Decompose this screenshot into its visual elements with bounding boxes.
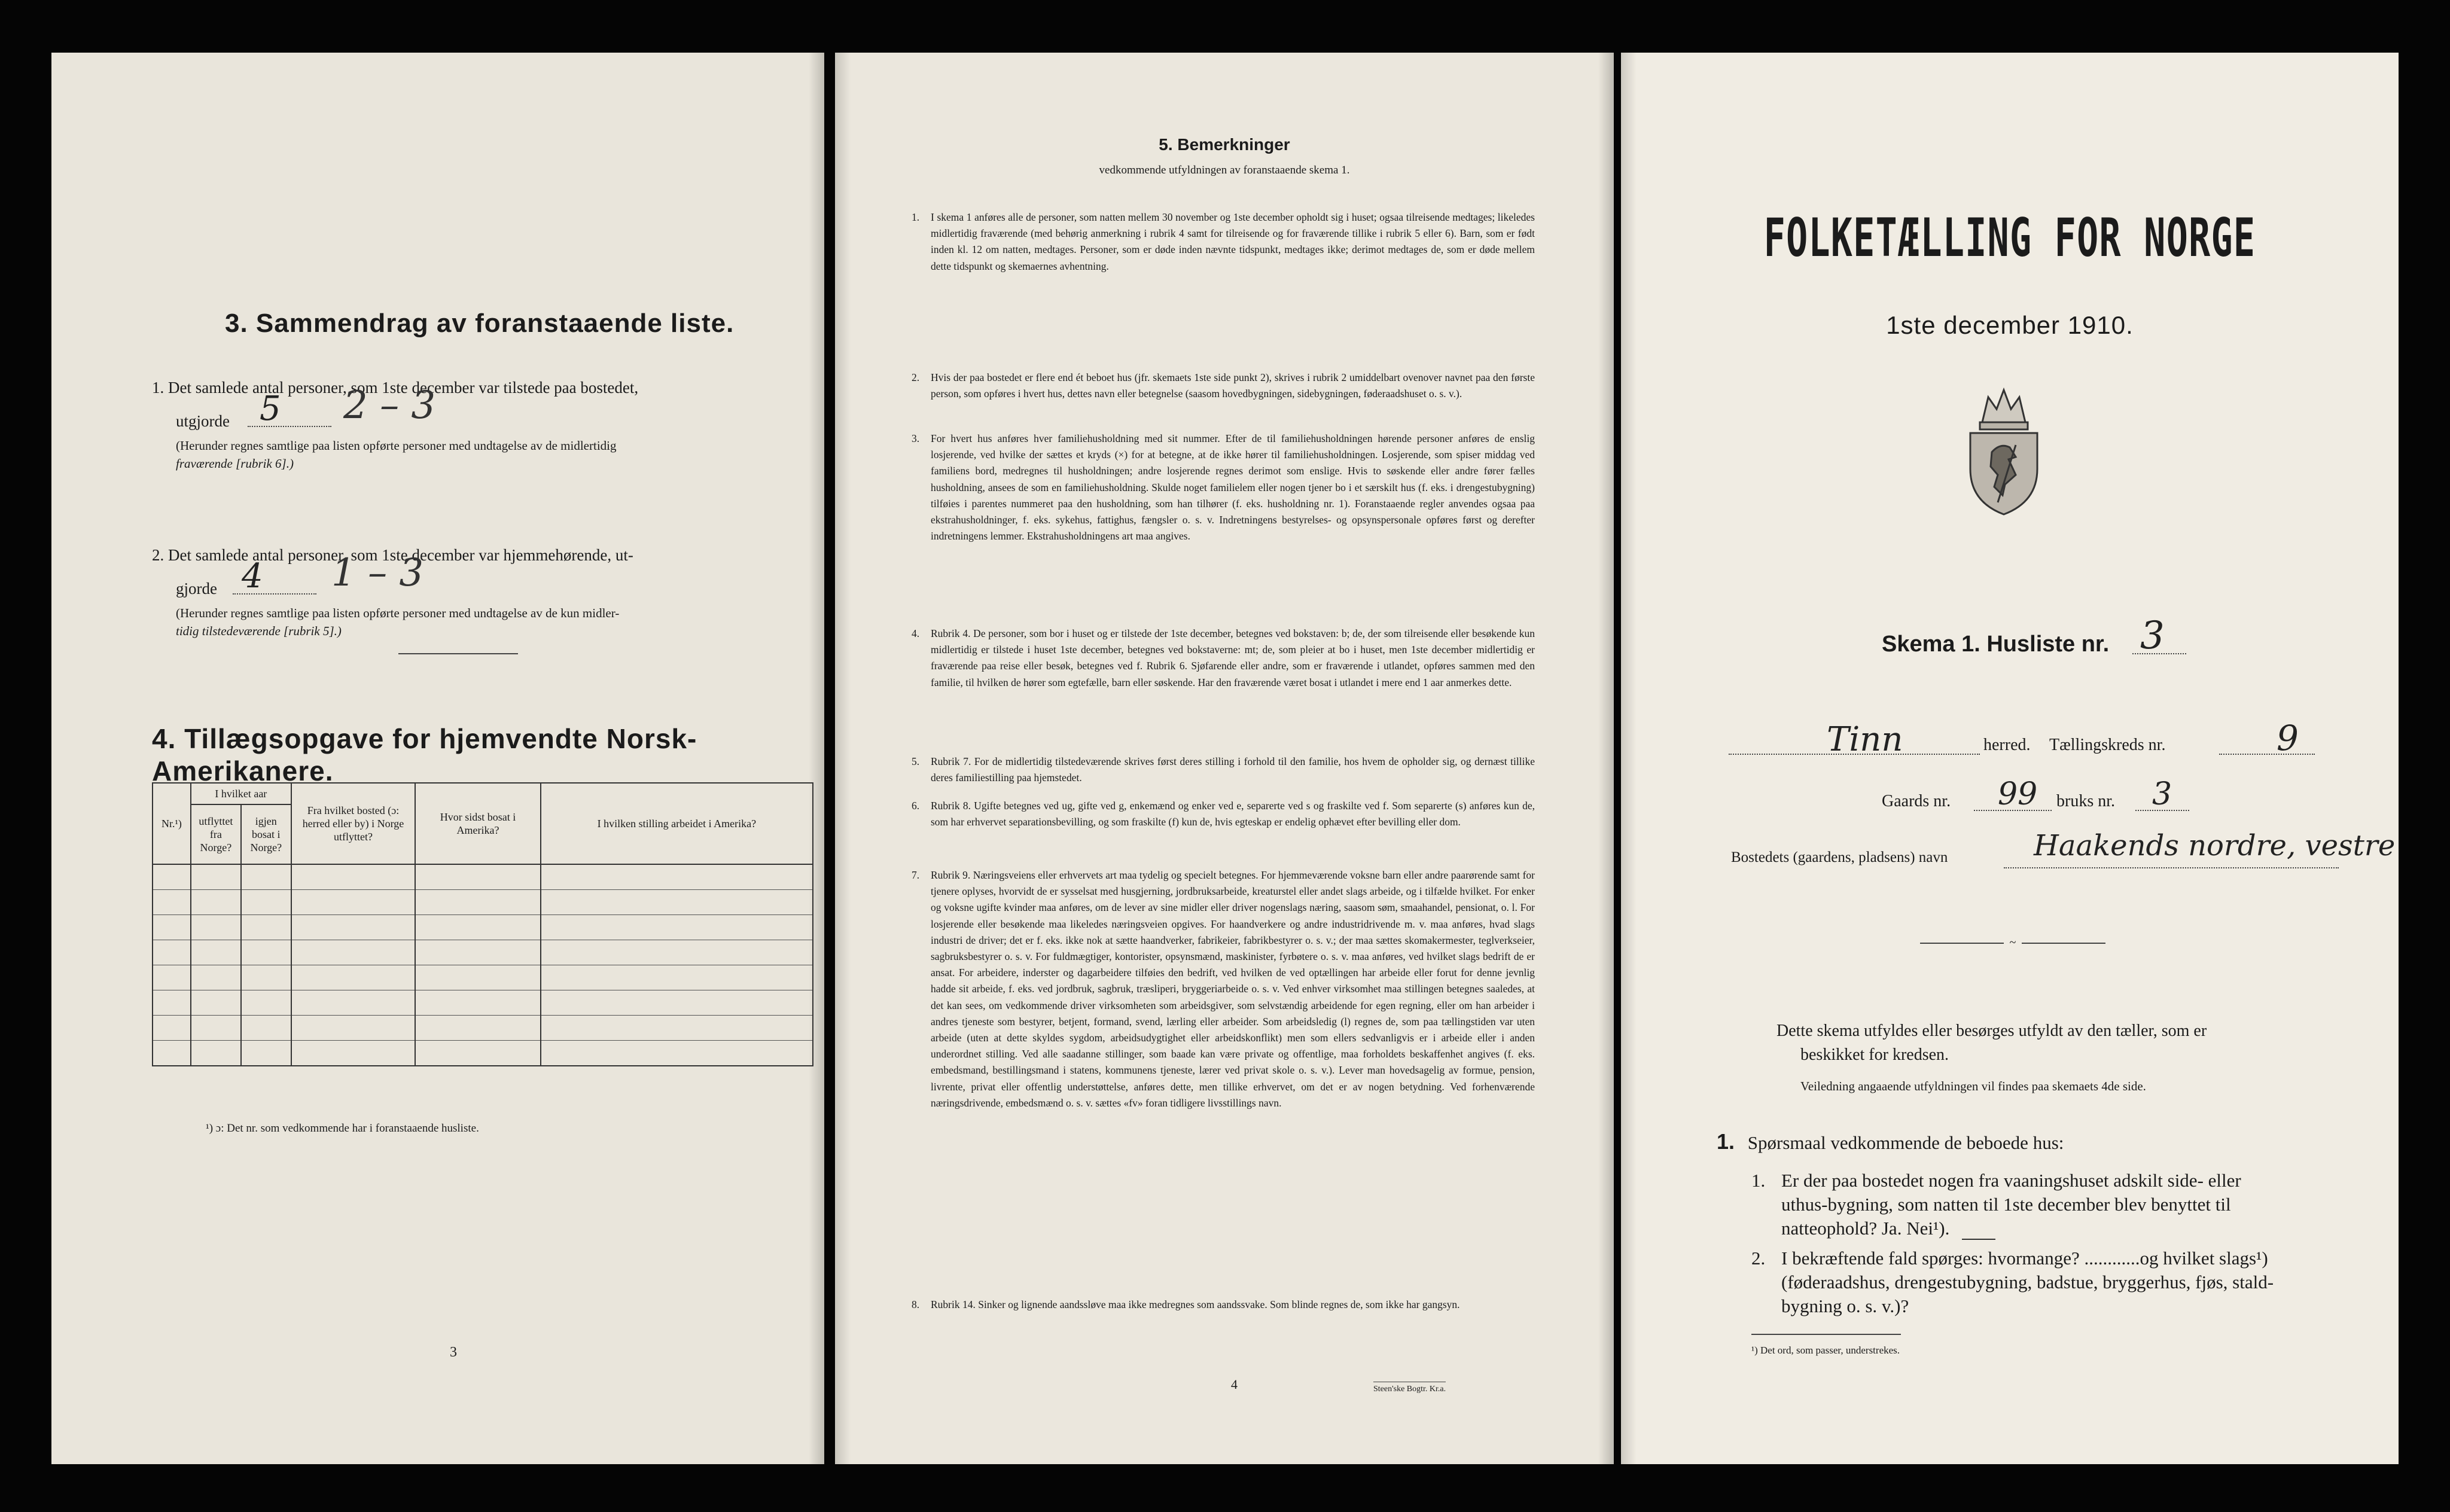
page-number: 4 bbox=[1231, 1377, 1238, 1392]
guidance-note: Veiledning angaaende utfyldningen vil findes paa skemaets 4de side. bbox=[1800, 1079, 2146, 1093]
question-2-line-1: I bekræftende fald spørges: hvormange? ............og hvilket slags¹) bbox=[1781, 1248, 2268, 1269]
nei-underline bbox=[1962, 1239, 1995, 1240]
q1-note-1: (Herunder regnes samtlige paa listen opførte personer med undtagelse av de midlertidig bbox=[176, 438, 617, 453]
ornament-icon: ~ bbox=[2004, 937, 2022, 949]
kreds-label: Tællingskreds nr. bbox=[2049, 736, 2166, 754]
norsk-amerikanere-table bbox=[152, 782, 813, 1066]
q1-handwritten-extra: 2 – 3 bbox=[343, 383, 436, 428]
page-number: 3 bbox=[450, 1345, 457, 1360]
question-2-line-2: (føderaadshus, drengestubygning, badstue, bryggerhus, fjøs, stald- bbox=[1781, 1272, 2274, 1292]
q1-prefix: utgjorde bbox=[176, 412, 230, 430]
table-row bbox=[153, 1041, 813, 1066]
page-fold-shadow bbox=[1621, 53, 1637, 1464]
herred-label: herred. bbox=[1983, 736, 2031, 754]
col-header-from-where: Fra hvilket bosted (ɔ: herred eller by) i Norge utflyttet? bbox=[291, 783, 416, 864]
remark-text: Rubrik 7. For de midlertidig tilstedeværende skrives først deres stilling i forhold til den familie, hos hvem de opholder sig, og dernæst tillike deres familiestilling paa hjemstedet. bbox=[931, 755, 1535, 784]
gaards-line bbox=[1974, 810, 2052, 811]
remarks-heading: 5. Bemerkninger bbox=[1159, 135, 1290, 154]
question-1-num: 1. bbox=[1751, 1170, 1766, 1191]
section3-q2 bbox=[152, 543, 792, 640]
questions-heading-num: 1. bbox=[1717, 1129, 1735, 1154]
bruks-value: 3 bbox=[2152, 776, 2172, 812]
bruks-line bbox=[2135, 810, 2189, 811]
remark-number: 2. bbox=[912, 371, 920, 383]
question-1-line-1: Er der paa bostedet nogen fra vaaningshuset adskilt side- eller bbox=[1781, 1170, 2241, 1191]
remark-item bbox=[912, 626, 1535, 691]
schema-label: Skema 1. Husliste nr. bbox=[1882, 632, 2110, 657]
question-1-line-3: natteophold? Ja. Nei¹). bbox=[1781, 1218, 1950, 1239]
col-header-nr: Nr.¹) bbox=[153, 783, 191, 864]
section3-q1 bbox=[152, 376, 792, 472]
left-page bbox=[51, 53, 824, 1464]
census-date: 1ste december 1910. bbox=[1886, 311, 2134, 339]
q1-text: 1. Det samlede antal personer, som 1ste december var tilstede paa bostedet, bbox=[152, 379, 639, 397]
remark-text: Rubrik 9. Næringsveiens eller erhvervets art maa tydelig og specielt betegnes. For hjemmeværende voksne barn eller andre paarørende samt for tjenere oplyses, hvorvidt de er sysselsat med husgjerning, jordbruksarbeide, kreaturstel eller andet slags arbeide, og i tilfælde hvilket. For enker og voksne ugifte kvinder maa anføres, om de lever av sine midler eller driver nogenslags næring, saasom søm, smaahandel, pensionat, o. l. For losjerende eller besøkende maa likeledes næringsveien opgives. For haandverkere og andre industridrivende m. v. maa anføres, hvad slags industri de driver; det er f. eks. ikke nok at sætte haandverker, fabrikeier, fabrikbestyrer o. s. v.; der maa sættes skomakermester, teglverkseier, sagbruksbestyrer o. s. v. For fuldmægtiger, kontorister, opsynsmænd, maskinister, fyrbøtere o. s. v. maa anføres, ved hvilket slags bedrift de er ansat. For arbeidere, inderster og dagarbeidere tilføies den bedrift, ved hvilken de ved optællingen har arbeide eller forut for denne jevnlig hadde sit arbeide, f. eks. ved jordbruk, sagbruk, træsliperi, bryggeriarbeide o. s. v. Ved enhver virksomhet maa stillingen betegnes saaledes, at det kan sees, om vedkommende driver virksomheten som arbeidsgiver, som selvstændig arbeidende for egen regning, eller om han arbeider i andres tjeneste som bestyrer, betjent, formand, svend, lærling eller arbeider. Som arbeidsledig (l) regnes de, som paa tællingstiden var uten arbeide (uten at dette skyldes sygdom, arbeidsudygtighet eller arbeidskonflikt) men som ellers sedvanligvis er i arbeide eller i anden underordnet stilling. Ved alle saadanne stillinger, som baade kan være private og offentlige, maa forholdets beskaffenhet angives (f. eks. embedsmand, bestillingsmand i statens, kommunens tjeneste, lærer ved privat skole o. s. v.). Lever man hovedsagelig av formue, pension, livrente, privat eller offentlig understøttelse, anføres dette, men tillike erhvervet, om det er av nogen betydning. Ved forhenværende næringsdrivende, embedsmænd o. s. v. sættes «fv» foran tidligere livsstillings navn. bbox=[931, 869, 1535, 1109]
col-header-year-group: I hvilket aar bbox=[191, 783, 291, 804]
q2-handwritten-extra: 1 – 3 bbox=[331, 551, 424, 595]
col-header-position: I hvilken stilling arbeidet i Amerika? bbox=[541, 783, 813, 864]
remark-item bbox=[912, 867, 1535, 1111]
col-header-last-residence: Hvor sidst bosat i Amerika? bbox=[415, 783, 541, 864]
remark-item bbox=[912, 431, 1535, 544]
page-fold-shadow-left bbox=[835, 53, 851, 1464]
remark-number: 7. bbox=[912, 869, 920, 881]
right-page bbox=[1621, 53, 2399, 1464]
question-1 bbox=[1751, 1169, 2373, 1240]
table-row bbox=[153, 965, 813, 990]
question-2-line-3: bygning o. s. v.)? bbox=[1781, 1295, 1909, 1316]
remark-number: 4. bbox=[912, 627, 920, 639]
remark-item bbox=[912, 209, 1535, 275]
remark-text: I skema 1 anføres alle de personer, som natten mellem 30 november og 1ste december opholdt sig i huset; ogsaa tilreisende medtages; likeledes midlertidig fraværende (med behørig anmerkning i rubrik 4 samt for tilreisende og for fraværende tillike i rubrik 5 eller 6). Barn, som er født inden kl. 12 om natten, medtages. Personer, som er døde inden nævnte tidspunkt, medtages ikke; derimot medtages de, som er døde mellem dette tidspunkt og skemaernes avhentning. bbox=[931, 211, 1535, 272]
q1-handwritten-value: 5 bbox=[260, 389, 281, 428]
table-row bbox=[153, 890, 813, 915]
section4-footnote: ¹) ɔ: Det nr. som vedkommende har i foranstaaende husliste. bbox=[206, 1122, 479, 1135]
remark-number: 3. bbox=[912, 432, 920, 444]
questions-heading bbox=[1717, 1129, 2064, 1154]
remark-item bbox=[912, 798, 1535, 830]
remark-number: 6. bbox=[912, 800, 920, 812]
remark-text: Rubrik 8. Ugifte betegnes ved ug, gifte ved g, enkemænd og enker ved e, separerte ved s og fraskilte ved f. Som separerte (s) anføres kun de, som har erhvervet separationsbevilling, og som fraskilte (f) kun de, hvis egteskap er endelig ophævet efter bevilling eller dom. bbox=[931, 800, 1535, 828]
remark-number: 8. bbox=[912, 1298, 920, 1310]
table-row bbox=[153, 940, 813, 965]
q2-answer-line bbox=[233, 593, 316, 595]
remark-item bbox=[912, 754, 1535, 786]
col-header-returned: igjen bosat i Norge? bbox=[241, 804, 291, 864]
q2-note-2: tidig tilstedeværende [rubrik 5].) bbox=[176, 624, 342, 638]
q2-text: 2. Det samlede antal personer, som 1ste december var hjemmehørende, ut- bbox=[152, 546, 633, 564]
kreds-value: 9 bbox=[2277, 718, 2299, 758]
middle-page bbox=[835, 53, 1614, 1464]
question-2-num: 2. bbox=[1751, 1248, 1766, 1269]
questions-heading-text: Spørsmaal vedkommende de beboede hus: bbox=[1747, 1132, 2064, 1153]
q1-note-2: fraværende [rubrik 6].) bbox=[176, 456, 294, 471]
table-row bbox=[153, 915, 813, 940]
footnote-rule bbox=[1751, 1334, 1901, 1335]
q2-note-1: (Herunder regnes samtlige paa listen opførte personer med undtagelse av de kun midler- bbox=[176, 606, 620, 620]
section4-heading: 4. Tillægsopgave for hjemvendte Norsk-Amerikanere. bbox=[152, 723, 697, 787]
q1-answer-line bbox=[248, 426, 331, 427]
question-1-line-2: uthus-bygning, som natten til 1ste december blev benyttet til bbox=[1781, 1194, 2231, 1215]
herred-value: Tinn bbox=[1827, 720, 1903, 759]
husliste-line bbox=[2132, 653, 2186, 654]
remark-number: 5. bbox=[912, 755, 920, 767]
q2-prefix: gjorde bbox=[176, 580, 217, 598]
remark-item bbox=[912, 1297, 1535, 1313]
intro-line-2: beskikket for kredsen. bbox=[1800, 1045, 1949, 1064]
col-header-emigrated: utflyttet fra Norge? bbox=[191, 804, 241, 864]
remark-number: 1. bbox=[912, 211, 920, 223]
printer-mark: Steen'ske Bogtr. Kr.a. bbox=[1373, 1382, 1446, 1394]
remark-text: For hvert hus anføres hver familiehusholdning med sit nummer. Efter de til familiehusholdningen hørende personer anføres de enslig losjerende, ved hvilke der sættes et kryds (×) for at betegne, at de ikke hører til familiehusholdningen. Losjerende, som spiser middag ved familiens bord, medregnes til husholdningen; andre losjerende regnes derimot som enslige. Hvis to søskende eller andre fører fælles husholdning, ansees de som en familiehusholdning. Skulde noget familielem eller nogen tjener bo i et særskilt hus (f. eks. i drengestubygning) tilføies i parentes nummeret paa den husholdning, som han tilhører (f. eks. husholdning nr. 1). Foranstaaende regler anvendes ogsaa paa ekstrahusholdninger, f. eks. sykehus, fattighus, fængsler o. s. v. Indretningens bestyrelses- og opsynspersonale opføres først og derefter indretningens lemmer. Ekstrahusholdningens art maa angives. bbox=[931, 432, 1535, 542]
kreds-line bbox=[2219, 754, 2315, 755]
question-2 bbox=[1751, 1246, 2385, 1318]
norway-coat-of-arms-icon bbox=[1958, 385, 2049, 518]
footnote: ¹) Det ord, som passer, understrekes. bbox=[1751, 1345, 1900, 1356]
remark-text: Rubrik 4. De personer, som bor i huset og er tilstede der 1ste december, betegnes ved bokstaven: b; de, der som tilreisende eller besøkende kun midlertidig er tilstede i huset 1ste december, betegnes ved bokstaverne: mt; de, som pleier at bo i huset, men 1ste december midlertidig er fraværende paa reise eller besøk, betegnes ved f. Rubrik 6. Sjøfarende eller andre, som er fraværende i utlandet, opføres sammen med den familie, til hvilken de hører som egtefælle, barn eller søskende. Har den fraværende været bosat i utlandet i mere end 1 aar anmerkes dette. bbox=[931, 627, 1535, 688]
remark-text: Hvis der paa bostedet er flere end ét beboet hus (jfr. skemaets 1ste side punkt 2), skrives i rubrik 2 umiddelbart ovenover navnet paa den første person, som opføres i hvert hus, dettes navn eller betegnelse (saasom hovedbygningen, sidebygningen, føderaadshuset o. s. v.). bbox=[931, 371, 1535, 400]
section3-heading: 3. Sammendrag av foranstaaende liste. bbox=[225, 309, 735, 338]
table-row bbox=[153, 1016, 813, 1041]
table-row bbox=[153, 990, 813, 1016]
table-row bbox=[153, 864, 813, 890]
remarks-subheading: vedkommende utfyldningen av foranstaaende skema 1. bbox=[1099, 164, 1350, 176]
gaards-value: 99 bbox=[1998, 776, 2038, 812]
bosted-value: Haakends nordre, vestre bbox=[2034, 829, 2396, 862]
page-fold-shadow-right bbox=[1598, 53, 1614, 1464]
bruks-label: bruks nr. bbox=[2056, 792, 2115, 810]
intro-line-1: Dette skema utfyldes eller besørges utfyldt av den tæller, som er bbox=[1776, 1022, 2207, 1040]
intro-text bbox=[1711, 1019, 2369, 1067]
q2-handwritten-value: 4 bbox=[242, 557, 263, 596]
remark-item bbox=[912, 370, 1535, 402]
bosted-line bbox=[2004, 867, 2339, 868]
form-title: FOLKETÆLLING FOR NORGE bbox=[1763, 207, 2256, 269]
gaards-label: Gaards nr. bbox=[1882, 792, 1951, 810]
section-divider bbox=[398, 653, 518, 654]
remark-text: Rubrik 14. Sinker og lignende aandssløve maa ikke medregnes som aandssvake. Som blinde regnes de, som ikke har gangsyn. bbox=[931, 1298, 1460, 1310]
husliste-nr: 3 bbox=[2140, 614, 2165, 658]
bosted-label: Bostedets (gaardens, pladsens) navn bbox=[1731, 849, 1948, 865]
